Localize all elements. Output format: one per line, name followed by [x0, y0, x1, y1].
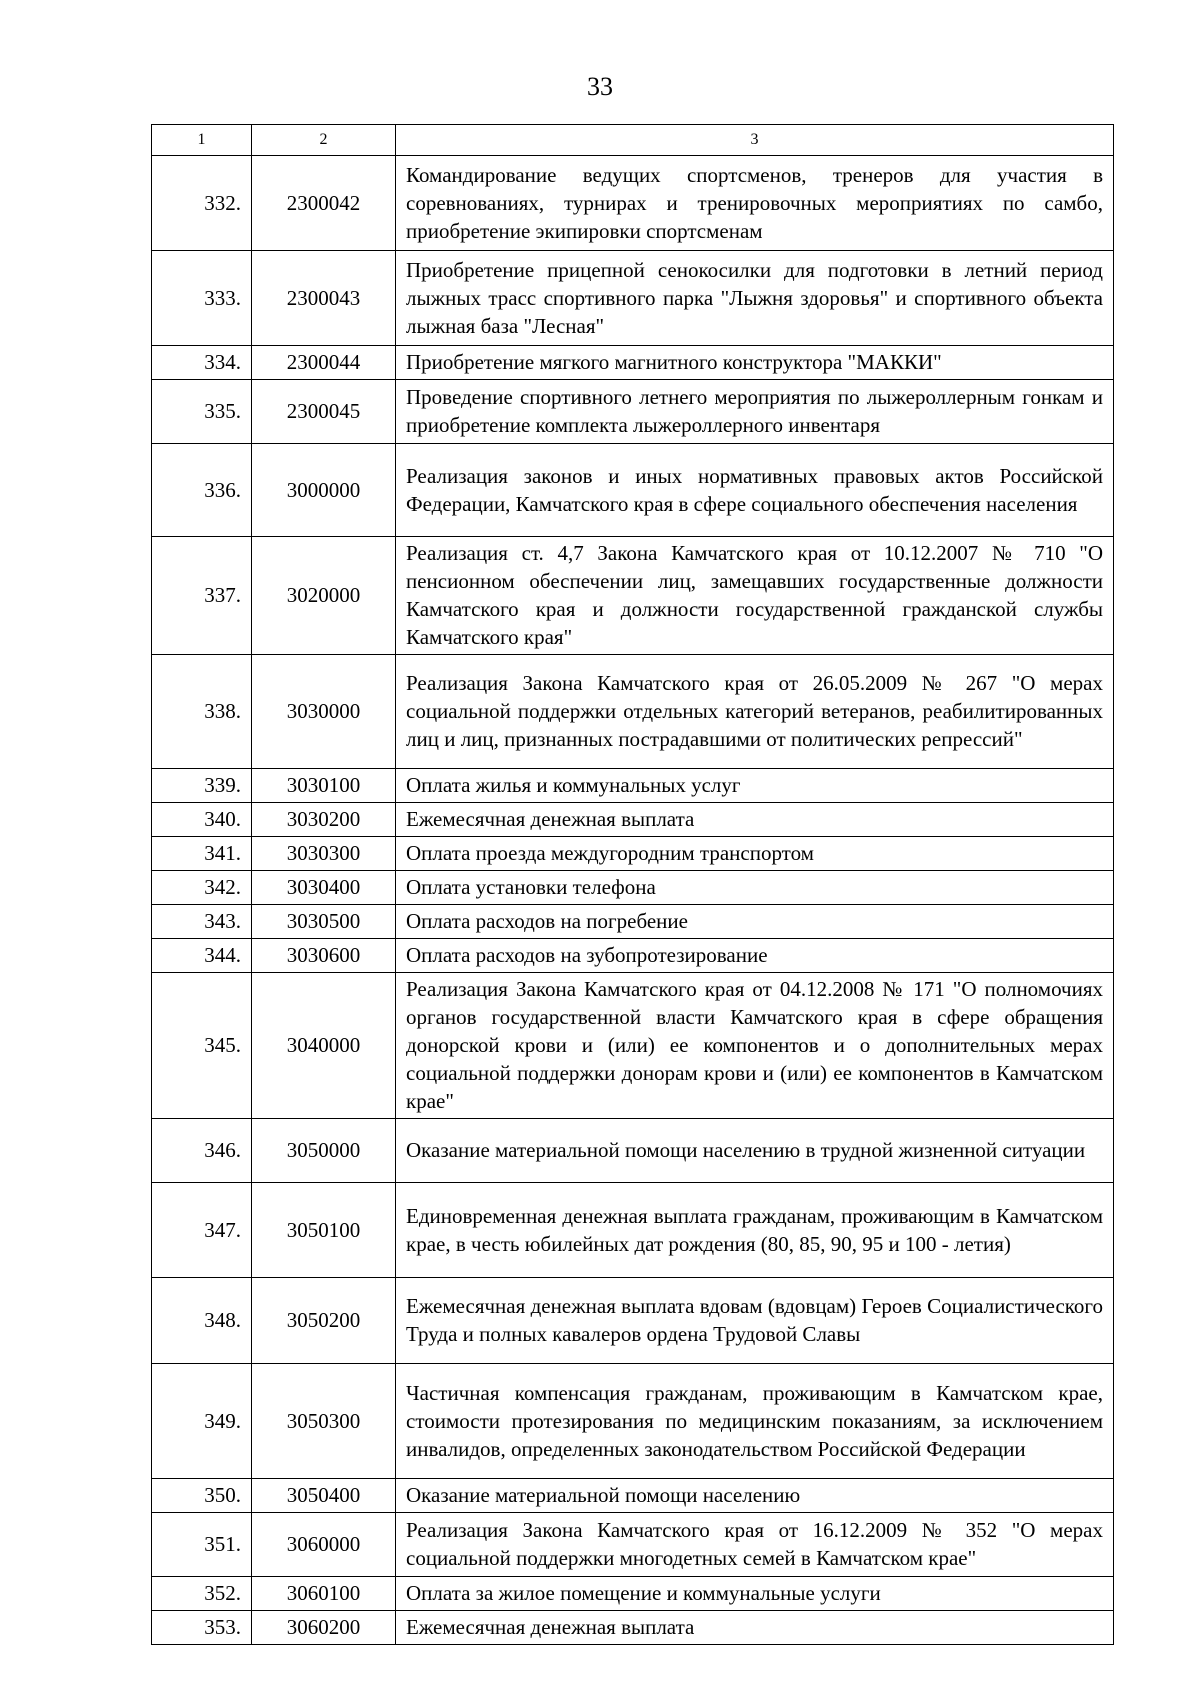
page-number: 33	[587, 72, 613, 101]
row-number: 345.	[152, 973, 252, 1119]
row-description: Оказание материальной помощи населению в трудной жизненной ситуации	[396, 1119, 1114, 1183]
row-code: 3060100	[252, 1577, 396, 1611]
row-number: 349.	[152, 1364, 252, 1479]
table-row	[152, 655, 1114, 769]
row-code: 3060000	[252, 1513, 396, 1577]
table-row	[152, 973, 1114, 1119]
row-code: 2300044	[252, 346, 396, 380]
row-number: 348.	[152, 1278, 252, 1364]
row-description: Оплата проезда междугородним транспортом	[396, 837, 1114, 871]
row-description: Оплата установки телефона	[396, 871, 1114, 905]
table-row	[152, 1364, 1114, 1479]
row-description: Частичная компенсация гражданам, проживающим в Камчатском крае, стоимости протезирования по медицинским показаниям, за исключением инвалидов, определенных законодательством Российской Федерации	[396, 1364, 1114, 1479]
table-row	[152, 251, 1114, 346]
row-code: 2300045	[252, 380, 396, 444]
row-number: 332.	[152, 156, 252, 251]
table-row	[152, 1183, 1114, 1278]
row-number: 346.	[152, 1119, 252, 1183]
row-code: 3030400	[252, 871, 396, 905]
table-row	[152, 769, 1114, 803]
row-code: 3060200	[252, 1611, 396, 1645]
table-row	[152, 1513, 1114, 1577]
row-description: Оплата за жилое помещение и коммунальные услуги	[396, 1577, 1114, 1611]
row-code: 3050200	[252, 1278, 396, 1364]
code-registry-table	[151, 124, 1114, 1645]
row-description: Ежемесячная денежная выплата	[396, 1611, 1114, 1645]
row-description: Реализация Закона Камчатского края от 16.12.2009 № 352 "О мерах социальной поддержки многодетных семей в Камчатском крае"	[396, 1513, 1114, 1577]
table-row	[152, 837, 1114, 871]
table-row	[152, 1278, 1114, 1364]
row-description: Оплата расходов на погребение	[396, 905, 1114, 939]
row-number: 339.	[152, 769, 252, 803]
row-description: Оплата расходов на зубопротезирование	[396, 939, 1114, 973]
row-number: 343.	[152, 905, 252, 939]
column-number-row	[152, 125, 1114, 156]
row-code: 3030100	[252, 769, 396, 803]
row-description: Приобретение мягкого магнитного конструктора "МАККИ"	[396, 346, 1114, 380]
row-number: 333.	[152, 251, 252, 346]
row-number: 338.	[152, 655, 252, 769]
row-description: Оплата жилья и коммунальных услуг	[396, 769, 1114, 803]
row-description: Единовременная денежная выплата гражданам, проживающим в Камчатском крае, в честь юбилейных дат рождения (80, 85, 90, 95 и 100 - летия)	[396, 1183, 1114, 1278]
row-number: 344.	[152, 939, 252, 973]
row-code: 3050400	[252, 1479, 396, 1513]
row-code: 3030200	[252, 803, 396, 837]
row-number: 351.	[152, 1513, 252, 1577]
column-header-3: 3	[396, 125, 1114, 156]
row-number: 352.	[152, 1577, 252, 1611]
row-number: 353.	[152, 1611, 252, 1645]
row-number: 336.	[152, 444, 252, 537]
row-number: 341.	[152, 837, 252, 871]
table-row	[152, 1611, 1114, 1645]
row-code: 3050000	[252, 1119, 396, 1183]
row-code: 3040000	[252, 973, 396, 1119]
row-code: 3030600	[252, 939, 396, 973]
row-number: 335.	[152, 380, 252, 444]
row-code: 2300042	[252, 156, 396, 251]
table-row	[152, 905, 1114, 939]
table-row	[152, 1479, 1114, 1513]
row-code: 3030300	[252, 837, 396, 871]
row-code: 3050100	[252, 1183, 396, 1278]
table-row	[152, 346, 1114, 380]
table-row	[152, 803, 1114, 837]
row-description: Приобретение прицепной сенокосилки для подготовки в летний период лыжных трасс спортивного парка "Лыжня здоровья" и спортивного объекта лыжная база "Лесная"	[396, 251, 1114, 346]
row-code: 3030500	[252, 905, 396, 939]
column-header-1: 1	[152, 125, 252, 156]
row-code: 2300043	[252, 251, 396, 346]
row-description: Реализация Закона Камчатского края от 04.12.2008 № 171 "О полномочиях органов государственной власти Камчатского края в сфере обращения донорской крови и (или) ее компонентов и о дополнительных мерах социальной поддержки донорам крови и (или) ее компонентов в Камчатском крае"	[396, 973, 1114, 1119]
table-row	[152, 537, 1114, 655]
column-header-2: 2	[252, 125, 396, 156]
row-number: 334.	[152, 346, 252, 380]
row-description: Командирование ведущих спортсменов, тренеров для участия в соревнованиях, турнирах и тренировочных мероприятиях по самбо, приобретение экипировки спортсменам	[396, 156, 1114, 251]
row-number: 342.	[152, 871, 252, 905]
row-description: Реализация ст. 4,7 Закона Камчатского края от 10.12.2007 № 710 "О пенсионном обеспечении лиц, замещавших государственные должности Камчатского края и должности государственной гражданской службы Камчатского края"	[396, 537, 1114, 655]
table-row	[152, 1577, 1114, 1611]
row-number: 350.	[152, 1479, 252, 1513]
row-description: Оказание материальной помощи населению	[396, 1479, 1114, 1513]
table-row	[152, 1119, 1114, 1183]
row-number: 347.	[152, 1183, 252, 1278]
table-row	[152, 444, 1114, 537]
table-row	[152, 156, 1114, 251]
row-description: Ежемесячная денежная выплата вдовам (вдовцам) Героев Социалистического Труда и полных кавалеров ордена Трудовой Славы	[396, 1278, 1114, 1364]
table-row	[152, 939, 1114, 973]
row-description: Ежемесячная денежная выплата	[396, 803, 1114, 837]
row-number: 337.	[152, 537, 252, 655]
table-row	[152, 871, 1114, 905]
row-number: 340.	[152, 803, 252, 837]
table-body	[152, 156, 1114, 1645]
row-code: 3020000	[252, 537, 396, 655]
row-code: 3030000	[252, 655, 396, 769]
table-row	[152, 380, 1114, 444]
row-description: Реализация законов и иных нормативных правовых актов Российской Федерации, Камчатского края в сфере социального обеспечения населения	[396, 444, 1114, 537]
row-description: Проведение спортивного летнего мероприятия по лыжероллерным гонкам и приобретение комплекта лыжероллерного инвентаря	[396, 380, 1114, 444]
row-code: 3050300	[252, 1364, 396, 1479]
row-description: Реализация Закона Камчатского края от 26.05.2009 № 267 "О мерах социальной поддержки отдельных категорий ветеранов, реабилитированных лиц и лиц, признанных пострадавшими от политических репрессий"	[396, 655, 1114, 769]
row-code: 3000000	[252, 444, 396, 537]
